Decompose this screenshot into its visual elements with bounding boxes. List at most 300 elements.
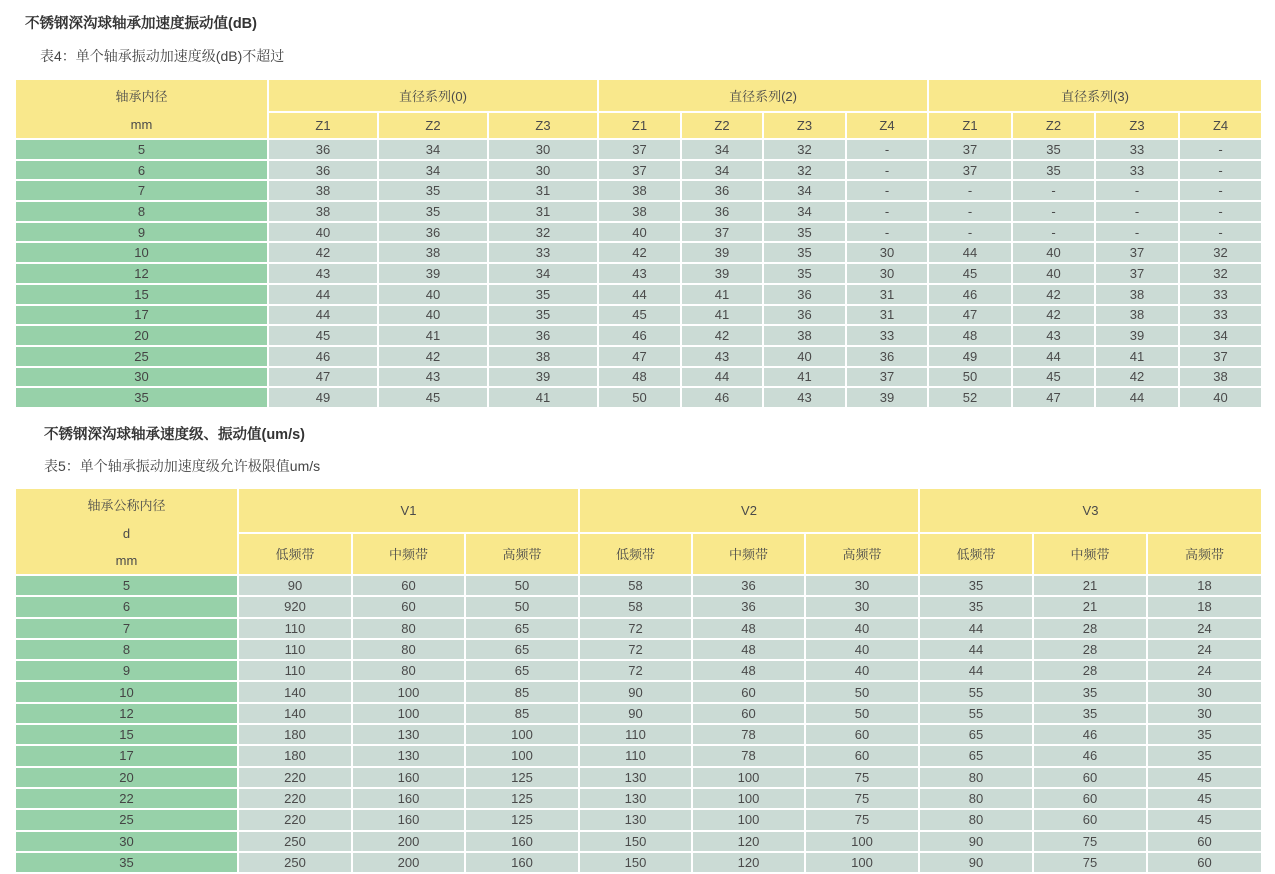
value-cell: 39 [846, 387, 928, 408]
value-cell: 32 [1179, 242, 1262, 263]
value-cell: 60 [692, 703, 805, 724]
bore-diameter-cell: 7 [15, 180, 268, 201]
value-cell: 39 [681, 242, 763, 263]
value-cell: 31 [488, 201, 598, 222]
value-cell: 35 [919, 596, 1033, 617]
table-row [15, 618, 1262, 639]
bore-diameter-cell: 35 [15, 387, 268, 408]
value-cell: 42 [378, 346, 488, 367]
value-cell: - [1095, 201, 1179, 222]
value-cell: 35 [488, 305, 598, 326]
group-header-v3: V3 [919, 488, 1262, 533]
value-cell: 180 [238, 724, 352, 745]
value-cell: 30 [1147, 703, 1262, 724]
value-cell: 40 [598, 222, 681, 243]
table-row [15, 788, 1262, 809]
value-cell: 125 [465, 809, 579, 830]
value-cell: 38 [1095, 305, 1179, 326]
table-row [15, 139, 1262, 160]
value-cell: 37 [598, 139, 681, 160]
value-cell: 30 [488, 139, 598, 160]
value-cell: 220 [238, 809, 352, 830]
value-cell: 150 [579, 831, 692, 852]
subcol-header: Z1 [598, 112, 681, 139]
value-cell: 46 [1033, 724, 1147, 745]
value-cell: - [1095, 180, 1179, 201]
value-cell: 140 [238, 681, 352, 702]
subcol-header: 高频带 [805, 533, 919, 575]
value-cell: 42 [1012, 305, 1095, 326]
value-cell: 50 [928, 367, 1012, 388]
bore-diameter-cell: 17 [15, 745, 238, 766]
value-cell: 37 [1179, 346, 1262, 367]
group-header-v1: V1 [238, 488, 579, 533]
value-cell: 36 [378, 222, 488, 243]
value-cell: 90 [238, 575, 352, 596]
value-cell: 39 [488, 367, 598, 388]
value-cell: 38 [488, 346, 598, 367]
value-cell: 60 [352, 596, 465, 617]
bore-diameter-cell: 12 [15, 263, 268, 284]
value-cell: 72 [579, 618, 692, 639]
table-row [15, 575, 1262, 596]
value-cell: 60 [692, 681, 805, 702]
value-cell: 28 [1033, 618, 1147, 639]
value-cell: 90 [579, 703, 692, 724]
value-cell: 30 [488, 160, 598, 181]
value-cell: 100 [465, 745, 579, 766]
section-title-velocity-ums: 不锈钢深沟球轴承速度级、振动值(um/s) [44, 426, 305, 443]
value-cell: 34 [681, 139, 763, 160]
table-row [15, 767, 1262, 788]
value-cell: 41 [378, 325, 488, 346]
table-row [15, 160, 1262, 181]
value-cell: 28 [1033, 639, 1147, 660]
corner-line-bore: 轴承内径 [115, 89, 168, 104]
value-cell: 44 [1095, 387, 1179, 408]
value-cell: 110 [579, 745, 692, 766]
value-cell: 48 [692, 639, 805, 660]
value-cell: 38 [1179, 367, 1262, 388]
value-cell: 125 [465, 788, 579, 809]
value-cell: 35 [1147, 724, 1262, 745]
value-cell: 24 [1147, 660, 1262, 681]
value-cell: 36 [692, 575, 805, 596]
value-cell: - [928, 201, 1012, 222]
corner-line-bore: 轴承公称内径 [87, 497, 166, 513]
value-cell: 35 [763, 263, 846, 284]
value-cell: 60 [805, 745, 919, 766]
value-cell: 150 [579, 852, 692, 873]
value-cell: 49 [268, 387, 378, 408]
value-cell: 35 [763, 242, 846, 263]
value-cell: 100 [692, 767, 805, 788]
value-cell: 50 [465, 596, 579, 617]
value-cell: 31 [846, 284, 928, 305]
value-cell: 110 [579, 724, 692, 745]
value-cell: - [1179, 222, 1262, 243]
bore-diameter-cell: 20 [15, 325, 268, 346]
group-header-series3: 直径系列(3) [928, 79, 1262, 112]
value-cell: 78 [692, 745, 805, 766]
value-cell: 47 [598, 346, 681, 367]
value-cell: - [1179, 139, 1262, 160]
value-cell: 43 [681, 346, 763, 367]
table-row [15, 703, 1262, 724]
value-cell: 39 [1095, 325, 1179, 346]
value-cell: 35 [763, 222, 846, 243]
table-row [15, 639, 1262, 660]
corner-line-d: d [122, 525, 131, 541]
table-row [15, 222, 1262, 243]
value-cell: 32 [763, 139, 846, 160]
bore-diameter-cell: 22 [15, 788, 238, 809]
bore-diameter-cell: 35 [15, 852, 238, 873]
value-cell: 34 [763, 201, 846, 222]
value-cell: 220 [238, 788, 352, 809]
value-cell: 21 [1033, 596, 1147, 617]
group-header-series2: 直径系列(2) [598, 79, 928, 112]
value-cell: 41 [1095, 346, 1179, 367]
value-cell: 78 [692, 724, 805, 745]
value-cell: 100 [352, 681, 465, 702]
value-cell: 40 [805, 618, 919, 639]
value-cell: 18 [1147, 575, 1262, 596]
value-cell: 37 [928, 160, 1012, 181]
value-cell: 45 [1147, 767, 1262, 788]
value-cell: 160 [352, 788, 465, 809]
subcol-header: 低频带 [579, 533, 692, 575]
value-cell: 35 [1147, 745, 1262, 766]
value-cell: 24 [1147, 618, 1262, 639]
value-cell: 42 [598, 242, 681, 263]
value-cell: 60 [1033, 767, 1147, 788]
value-cell: 33 [1095, 160, 1179, 181]
value-cell: 34 [681, 160, 763, 181]
bore-diameter-cell: 9 [15, 222, 268, 243]
table-row [15, 305, 1262, 326]
bore-diameter-cell: 15 [15, 284, 268, 305]
bore-diameter-cell: 17 [15, 305, 268, 326]
value-cell: 110 [238, 618, 352, 639]
value-cell: 33 [488, 242, 598, 263]
bore-diameter-cell: 5 [15, 139, 268, 160]
value-cell: - [846, 180, 928, 201]
table-row [15, 745, 1262, 766]
value-cell: 85 [465, 681, 579, 702]
value-cell: 60 [805, 724, 919, 745]
value-cell: 32 [488, 222, 598, 243]
value-cell: 90 [919, 831, 1033, 852]
value-cell: 130 [352, 724, 465, 745]
value-cell: 55 [919, 703, 1033, 724]
section-title-acceleration-db: 不锈钢深沟球轴承加速度振动值(dB) [25, 16, 257, 32]
value-cell: 60 [1033, 809, 1147, 830]
value-cell: 49 [928, 346, 1012, 367]
corner-line-unit: mm [115, 552, 138, 568]
value-cell: - [928, 222, 1012, 243]
value-cell: 40 [763, 346, 846, 367]
value-cell: - [1179, 160, 1262, 181]
bore-diameter-cell: 30 [15, 367, 268, 388]
value-cell: 120 [692, 831, 805, 852]
value-cell: 30 [805, 575, 919, 596]
value-cell: 47 [268, 367, 378, 388]
subcol-header: 高频带 [1147, 533, 1262, 575]
value-cell: 42 [1012, 284, 1095, 305]
value-cell: 39 [681, 263, 763, 284]
value-cell: 80 [352, 660, 465, 681]
value-cell: 35 [1033, 681, 1147, 702]
value-cell: 58 [579, 596, 692, 617]
value-cell: 33 [1095, 139, 1179, 160]
table4-corner-header [15, 79, 268, 139]
value-cell: 48 [692, 660, 805, 681]
value-cell: 37 [846, 367, 928, 388]
table5-caption: 表5：单个轴承振动加速度级允许极限值um/s [44, 457, 321, 474]
value-cell: 36 [692, 596, 805, 617]
value-cell: 90 [579, 681, 692, 702]
value-cell: 39 [378, 263, 488, 284]
value-cell: 46 [928, 284, 1012, 305]
value-cell: - [846, 201, 928, 222]
value-cell: - [1012, 222, 1095, 243]
value-cell: 48 [692, 618, 805, 639]
value-cell: 37 [681, 222, 763, 243]
value-cell: 45 [1147, 809, 1262, 830]
value-cell: 65 [919, 724, 1033, 745]
value-cell: 44 [928, 242, 1012, 263]
table5-corner-header [15, 488, 238, 575]
value-cell: 34 [488, 263, 598, 284]
bore-diameter-cell: 5 [15, 575, 238, 596]
value-cell: 110 [238, 639, 352, 660]
value-cell: 65 [919, 745, 1033, 766]
bore-diameter-cell: 30 [15, 831, 238, 852]
value-cell: 38 [1095, 284, 1179, 305]
value-cell: 75 [1033, 831, 1147, 852]
value-cell: 36 [763, 305, 846, 326]
value-cell: 35 [378, 201, 488, 222]
subcol-header: Z3 [763, 112, 846, 139]
value-cell: - [1179, 180, 1262, 201]
value-cell: 160 [352, 809, 465, 830]
table5-header-group-row [15, 488, 1262, 533]
table-row [15, 201, 1262, 222]
value-cell: 65 [465, 618, 579, 639]
value-cell: 41 [488, 387, 598, 408]
value-cell: 50 [805, 681, 919, 702]
value-cell: 35 [378, 180, 488, 201]
bore-diameter-cell: 10 [15, 681, 238, 702]
value-cell: 36 [681, 201, 763, 222]
bore-diameter-cell: 9 [15, 660, 238, 681]
value-cell: 200 [352, 852, 465, 873]
value-cell: 43 [1012, 325, 1095, 346]
value-cell: 36 [268, 160, 378, 181]
value-cell: 45 [378, 387, 488, 408]
subcol-header: Z2 [681, 112, 763, 139]
value-cell: 75 [805, 788, 919, 809]
value-cell: 130 [579, 788, 692, 809]
value-cell: - [1012, 180, 1095, 201]
value-cell: 100 [692, 788, 805, 809]
value-cell: 160 [465, 852, 579, 873]
value-cell: 43 [268, 263, 378, 284]
value-cell: 18 [1147, 596, 1262, 617]
value-cell: 160 [352, 767, 465, 788]
value-cell: 45 [598, 305, 681, 326]
table-row [15, 596, 1262, 617]
value-cell: 42 [681, 325, 763, 346]
value-cell: 42 [1095, 367, 1179, 388]
value-cell: 32 [763, 160, 846, 181]
table-row [15, 831, 1262, 852]
value-cell: 40 [1012, 263, 1095, 284]
value-cell: 24 [1147, 639, 1262, 660]
value-cell: 65 [465, 660, 579, 681]
subcol-header: 高频带 [465, 533, 579, 575]
value-cell: 60 [1033, 788, 1147, 809]
subcol-header: Z1 [928, 112, 1012, 139]
value-cell: 220 [238, 767, 352, 788]
value-cell: 44 [681, 367, 763, 388]
value-cell: 75 [1033, 852, 1147, 873]
value-cell: 130 [579, 767, 692, 788]
value-cell: 100 [805, 831, 919, 852]
value-cell: 40 [805, 660, 919, 681]
value-cell: 43 [378, 367, 488, 388]
table-row [15, 367, 1262, 388]
value-cell: 38 [268, 180, 378, 201]
value-cell: 45 [928, 263, 1012, 284]
value-cell: 34 [763, 180, 846, 201]
table-row [15, 263, 1262, 284]
bore-diameter-cell: 8 [15, 639, 238, 660]
table-row [15, 242, 1262, 263]
value-cell: 52 [928, 387, 1012, 408]
bore-diameter-cell: 6 [15, 160, 268, 181]
value-cell: 37 [928, 139, 1012, 160]
value-cell: 41 [681, 305, 763, 326]
value-cell: 35 [1012, 139, 1095, 160]
value-cell: 31 [488, 180, 598, 201]
table-row [15, 809, 1262, 830]
value-cell: 46 [598, 325, 681, 346]
bore-diameter-cell: 12 [15, 703, 238, 724]
value-cell: 37 [1095, 242, 1179, 263]
value-cell: 47 [928, 305, 1012, 326]
value-cell: 33 [1179, 305, 1262, 326]
table-row [15, 346, 1262, 367]
bore-diameter-cell: 6 [15, 596, 238, 617]
value-cell: 48 [598, 367, 681, 388]
value-cell: 45 [268, 325, 378, 346]
bore-diameter-cell: 15 [15, 724, 238, 745]
value-cell: 130 [352, 745, 465, 766]
value-cell: 46 [268, 346, 378, 367]
table4-caption: 表4：单个轴承振动加速度级(dB)不超过 [40, 48, 285, 64]
value-cell: 40 [805, 639, 919, 660]
table-row [15, 180, 1262, 201]
value-cell: 60 [1147, 852, 1262, 873]
value-cell: 100 [692, 809, 805, 830]
value-cell: 75 [805, 767, 919, 788]
value-cell: 43 [598, 263, 681, 284]
bore-diameter-cell: 25 [15, 346, 268, 367]
value-cell: - [846, 160, 928, 181]
value-cell: 30 [1147, 681, 1262, 702]
value-cell: 34 [1179, 325, 1262, 346]
value-cell: 34 [378, 160, 488, 181]
value-cell: 38 [763, 325, 846, 346]
value-cell: 80 [352, 618, 465, 639]
bore-diameter-cell: 8 [15, 201, 268, 222]
subcol-header: 中频带 [692, 533, 805, 575]
value-cell: 47 [1012, 387, 1095, 408]
table-row [15, 681, 1262, 702]
value-cell: 55 [919, 681, 1033, 702]
table4-header-group-row [15, 79, 1262, 112]
value-cell: 36 [268, 139, 378, 160]
value-cell: 36 [846, 346, 928, 367]
subcol-header: Z4 [1179, 112, 1262, 139]
value-cell: 36 [488, 325, 598, 346]
value-cell: 72 [579, 639, 692, 660]
value-cell: 50 [598, 387, 681, 408]
value-cell: 60 [1147, 831, 1262, 852]
value-cell: 35 [488, 284, 598, 305]
value-cell: 44 [268, 284, 378, 305]
subcol-header: 低频带 [238, 533, 352, 575]
value-cell: - [1012, 201, 1095, 222]
value-cell: 35 [919, 575, 1033, 596]
subcol-header: 中频带 [352, 533, 465, 575]
value-cell: 41 [681, 284, 763, 305]
group-header-v2: V2 [579, 488, 919, 533]
value-cell: 40 [268, 222, 378, 243]
table5-vibration-velocity-ums [14, 487, 1263, 874]
bore-diameter-cell: 25 [15, 809, 238, 830]
value-cell: 30 [805, 596, 919, 617]
value-cell: 45 [1147, 788, 1262, 809]
subcol-header: Z1 [268, 112, 378, 139]
value-cell: 37 [1095, 263, 1179, 284]
value-cell: 45 [1012, 367, 1095, 388]
value-cell: 40 [378, 305, 488, 326]
subcol-header: 中频带 [1033, 533, 1147, 575]
value-cell: 80 [919, 788, 1033, 809]
value-cell: 60 [352, 575, 465, 596]
value-cell: 44 [268, 305, 378, 326]
corner-line-unit: mm [130, 117, 153, 132]
value-cell: - [928, 180, 1012, 201]
value-cell: 38 [598, 201, 681, 222]
bore-diameter-cell: 10 [15, 242, 268, 263]
value-cell: 38 [268, 201, 378, 222]
value-cell: 100 [352, 703, 465, 724]
value-cell: 41 [763, 367, 846, 388]
value-cell: 40 [378, 284, 488, 305]
value-cell: 80 [919, 809, 1033, 830]
value-cell: - [1179, 201, 1262, 222]
group-header-series0: 直径系列(0) [268, 79, 598, 112]
value-cell: 80 [919, 767, 1033, 788]
subcol-header: Z4 [846, 112, 928, 139]
value-cell: 160 [465, 831, 579, 852]
value-cell: 110 [238, 660, 352, 681]
value-cell: 44 [919, 639, 1033, 660]
